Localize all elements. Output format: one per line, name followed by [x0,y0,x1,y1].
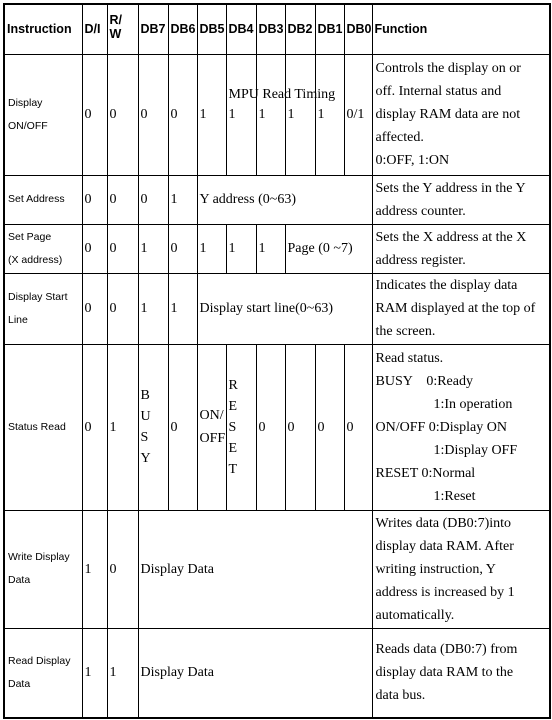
cell-db1: 0 [315,344,344,510]
instruction-name-line: Read Display [8,654,71,667]
function-line: 1:Display OFF [433,442,518,458]
cell-di: 0 [82,54,107,175]
letter: E [228,398,238,414]
function-line: 1:In operation [433,396,513,412]
cell-db4: 1 [226,224,256,273]
instruction-name: Status Read [4,344,82,510]
function-line: Writes data (DB0:7)into [375,515,512,531]
cell-di: 0 [82,175,107,224]
instruction-name-line: Display [8,96,43,109]
function-line: Controls the display on or [375,61,521,76]
cell-db2: 0 [285,344,315,510]
cell-db3: 1 [256,54,285,175]
row-display-onoff [4,54,550,175]
instruction-table [3,3,551,719]
instruction-name [4,510,82,628]
letter: E [228,440,238,456]
instruction-name-line: Line [8,313,28,326]
header-di: D/I [82,4,107,54]
function-description [372,628,550,718]
overlay-text-timing: Timing [294,86,336,102]
cell-db7-busy [138,344,168,510]
instruction-name-line: ON/OFF [8,119,48,132]
header-db2: DB2 [285,4,315,54]
instruction-name-line: Write Display [8,551,70,563]
cell-db7: 1 [138,273,168,344]
row-set-page [4,224,550,273]
function-line: ON/OFF 0:Display ON [375,419,507,435]
function-line: display data RAM. After [375,538,514,554]
header-db7: DB7 [138,4,168,54]
instruction-name [4,628,82,718]
instruction-name [4,54,82,175]
header-db4: DB4 [226,4,256,54]
cell-db2: 1 [285,54,315,175]
header-db0: DB0 [344,4,372,54]
cell-rw: 1 [107,628,138,718]
function-line: affected. [375,130,424,145]
function-line: RESET 0:Normal [375,465,476,481]
header-db1: DB1 [315,4,344,54]
instruction-name: Set Address [4,175,82,224]
function-line: address counter. [375,203,466,219]
header-row [4,4,550,54]
cell-rw: 0 [107,273,138,344]
cell-rw: 0 [107,510,138,628]
function-line: Sets the Y address in the Y [375,180,526,196]
cell-display-data: Display Data [138,510,372,628]
cell-db7: 0 [138,54,168,175]
cell-display-data: Display Data [138,628,372,718]
cell-display-start-line: Display start line(0~63) [197,273,372,344]
cell-db6: 1 [168,175,197,224]
vertical-busy [141,385,168,469]
header-function: Function [372,4,550,54]
overlay-text-read: Read [262,86,292,102]
mpu-read-timing-note [229,83,336,106]
cell-db3: 1 [256,224,285,273]
instruction-name-line: Data [8,677,31,690]
header-rw-line2: W [109,27,122,41]
cell-page: Page (0 ~7) [285,224,372,273]
cell-db4-reset [226,344,256,510]
cell-di: 1 [82,510,107,628]
cell-db0: 0/1 [344,54,372,175]
function-description [372,224,550,273]
row-read-display-data [4,628,550,718]
cell-db7: 0 [138,175,168,224]
instruction-name-line: Set Page [8,230,52,243]
header-db5: DB5 [197,4,226,54]
cell-db5-onoff [197,344,226,510]
cell-db4-value: 1 [228,107,236,122]
row-status-read [4,344,550,510]
function-line: automatically. [375,607,455,623]
instruction-name-line: Data [8,574,31,586]
function-description [372,54,550,175]
cell-rw: 1 [107,344,138,510]
cell-db6: 0 [168,54,197,175]
header-instruction: Instruction [4,4,82,54]
function-line: display RAM data are not [375,107,521,122]
instruction-name [4,273,82,344]
function-line: address is increased by 1 [375,584,515,600]
letter: T [228,461,238,477]
function-line: display data RAM to the [375,665,514,681]
function-line: 1:Reset [433,488,476,504]
cell-rw: 0 [107,224,138,273]
instruction-name-line: Display Start [8,290,68,303]
function-line: 0:OFF, 1:ON [375,153,450,168]
function-line: Read status. [375,350,444,366]
cell-db5: 1 [197,224,226,273]
row-display-start-line [4,273,550,344]
cell-db6: 1 [168,273,197,344]
function-description [372,344,550,510]
header-rw-line1: R/ [109,13,122,27]
cell-di: 0 [82,344,107,510]
instruction-name-line: (X address) [8,253,63,266]
cell-rw: 0 [107,54,138,175]
cell-db4 [226,54,336,175]
function-line: Sets the X address at the X [375,229,527,245]
cell-rw: 0 [107,175,138,224]
letter: U [140,409,151,424]
letter: R [228,377,238,393]
overlay-text-mpu: MPU [228,86,259,102]
cell-db0: 0 [344,344,372,510]
function-line: the screen. [375,324,436,339]
function-line: address register. [375,252,466,268]
cell-db6: 0 [168,224,197,273]
function-line: RAM displayed at the top of [375,301,536,316]
function-line: Reads data (DB0:7) from [375,642,518,658]
vertical-reset [229,375,256,480]
letter: Y [140,451,151,466]
cell-db7: 1 [138,224,168,273]
cell-db1: 1 [315,54,344,175]
function-line: off. Internal status and [375,84,502,99]
header-db3: DB3 [256,4,285,54]
cell-y-address: Y address (0~63) [197,175,372,224]
row-set-address [4,175,550,224]
cell-db5: 1 [197,54,226,175]
header-rw [107,4,138,54]
header-db6: DB6 [168,4,197,54]
letter: S [228,419,237,435]
function-line: Indicates the display data [375,278,518,293]
cell-db6: 0 [168,344,197,510]
function-description [372,273,550,344]
cell-db3: 0 [256,344,285,510]
onoff-line: ON/ [199,408,224,423]
letter: S [140,430,149,445]
cell-di: 0 [82,224,107,273]
function-description [372,510,550,628]
cell-di: 1 [82,628,107,718]
row-write-display-data [4,510,550,628]
function-line: BUSY 0:Ready [375,373,473,389]
function-line: writing instruction, Y [375,561,496,577]
function-description [372,175,550,224]
cell-di: 0 [82,273,107,344]
onoff-line: OFF [199,431,226,446]
instruction-name [4,224,82,273]
letter: B [140,388,150,403]
function-line: data bus. [375,688,426,704]
